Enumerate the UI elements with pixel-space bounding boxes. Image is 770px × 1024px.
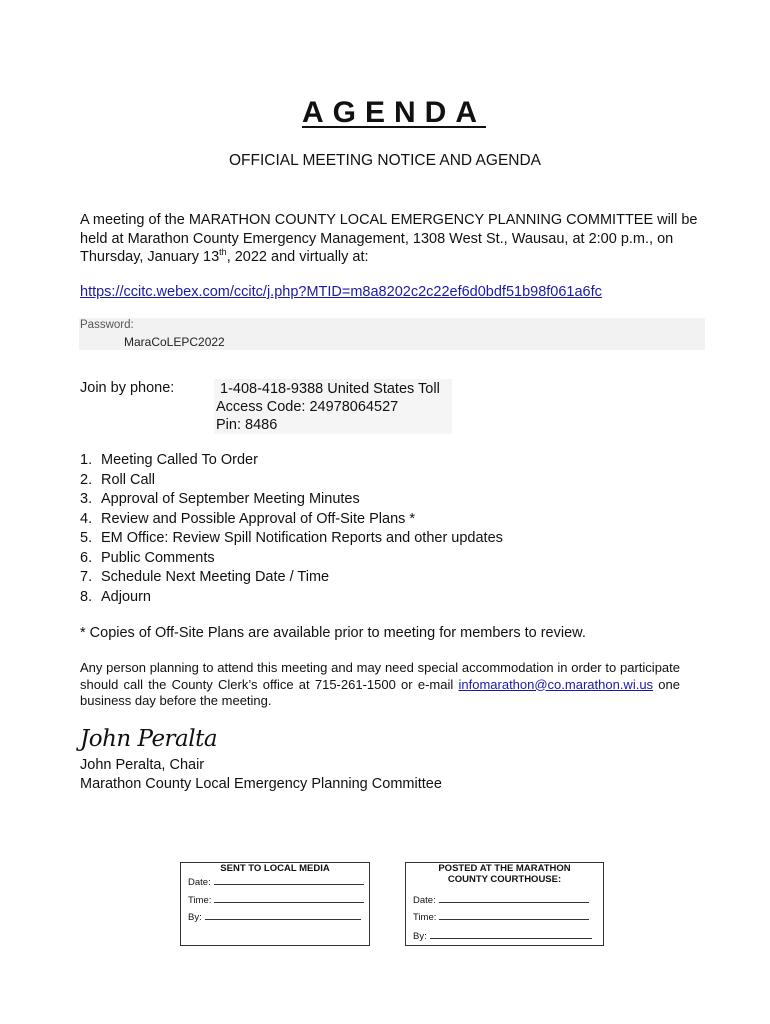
item-text: Public Comments	[101, 549, 215, 566]
item-text: Review and Possible Approval of Off-Site Plans *	[101, 510, 416, 527]
date-label: Date:	[188, 877, 211, 888]
list-item	[80, 549, 503, 569]
time-label: Time:	[188, 895, 212, 906]
password-value: MaraCoLEPC2022	[124, 335, 225, 349]
time-label: Time:	[413, 912, 437, 923]
item-number: 1.	[80, 452, 93, 468]
item-text: Adjourn	[101, 588, 151, 605]
webex-meeting-link[interactable]: https://ccitc.webex.com/ccitc/j.php?MTID=m8a8202c2c22ef6d0bdf51b98f061a6fc	[80, 284, 602, 300]
item-number: 6.	[80, 549, 93, 566]
date-blank-line	[439, 894, 589, 903]
by-blank-line	[430, 930, 592, 939]
by-label: By:	[413, 931, 427, 942]
accommodation-text: Any person planning to attend this meeting and may need special accommodation in order to participate should call the County Clerk’s office at 715-261-1500 or e-mail	[80, 660, 680, 692]
access-code: Access Code: 24978064527	[216, 399, 399, 415]
signatory-name: John Peralta, Chair	[80, 757, 205, 773]
accommodation-paragraph	[80, 660, 680, 710]
list-item	[80, 490, 503, 510]
title-text: AGENDA	[301, 96, 486, 129]
stamp-heading-line-2: COUNTY COURTHOUSE:	[447, 874, 562, 885]
stamp-time-row	[413, 911, 589, 923]
item-number: 3.	[80, 491, 93, 507]
list-item	[80, 588, 503, 608]
signatory-block	[80, 756, 442, 793]
stamp-date-row	[413, 894, 589, 906]
item-number: 4.	[80, 510, 93, 527]
date-ordinal-suffix: th	[219, 247, 227, 258]
date-blank-line	[214, 876, 364, 885]
intro-text-end: , 2022 and virtually at:	[226, 249, 369, 265]
posted-at-courthouse-box	[405, 862, 604, 946]
stamp-by-row	[188, 911, 361, 923]
item-text: EM Office: Review Spill Notification Reports and other updates	[101, 530, 503, 546]
date-label: Date:	[413, 895, 436, 906]
item-number: 5.	[80, 530, 93, 546]
item-text: Roll Call	[101, 471, 155, 488]
join-by-phone-label: Join by phone:	[80, 380, 175, 396]
stamp-heading	[406, 863, 603, 885]
off-site-plans-note: * Copies of Off-Site Plans are available prior to meeting for members to review.	[80, 625, 586, 641]
stamp-heading: SENT TO LOCAL MEDIA	[220, 863, 330, 874]
accommodation-text-end: one business day before the meeting.	[80, 676, 680, 708]
item-number: 2.	[80, 471, 93, 488]
time-blank-line	[439, 911, 589, 920]
page-subtitle: OFFICIAL MEETING NOTICE AND AGENDA	[228, 152, 542, 169]
phone-number: 1-408-418-9388 United States Toll	[220, 381, 440, 397]
item-text: Schedule Next Meeting Date / Time	[101, 569, 330, 585]
stamp-by-row	[413, 930, 592, 942]
stamp-heading-line-1: POSTED AT THE MARATHON	[438, 863, 571, 874]
intro-text: A meeting of the MARATHON COUNTY LOCAL EMERGENCY PLANNING COMMITTEE will be held at Marathon County Emergency Management, 1308 West St., Wausau, at 2:00 p.m., on Thursday, January 13	[80, 212, 698, 265]
list-item	[80, 529, 503, 549]
time-blank-line	[214, 894, 364, 903]
item-number: 8.	[80, 588, 93, 605]
pin-code: Pin: 8486	[216, 417, 278, 433]
list-item	[80, 471, 503, 491]
list-item	[80, 510, 503, 530]
by-blank-line	[205, 911, 361, 920]
password-label: Password:	[80, 319, 134, 331]
item-number: 7.	[80, 569, 93, 585]
item-text: Approval of September Meeting Minutes	[101, 491, 360, 507]
by-label: By:	[188, 912, 202, 923]
handwritten-signature: John Peralta	[80, 726, 218, 752]
stamp-date-row	[188, 876, 364, 888]
agenda-list	[80, 451, 503, 607]
email-link[interactable]: infomarathon@co.marathon.wi.us	[458, 676, 654, 692]
signatory-organization: Marathon County Local Emergency Planning Committee	[80, 775, 442, 792]
item-text: Meeting Called To Order	[101, 452, 258, 468]
phone-details	[216, 380, 440, 434]
stamp-time-row	[188, 894, 364, 906]
list-item	[80, 451, 503, 471]
list-item	[80, 568, 503, 588]
sent-to-media-box	[180, 862, 370, 946]
meeting-intro-paragraph	[80, 211, 700, 267]
page-title	[0, 96, 770, 130]
